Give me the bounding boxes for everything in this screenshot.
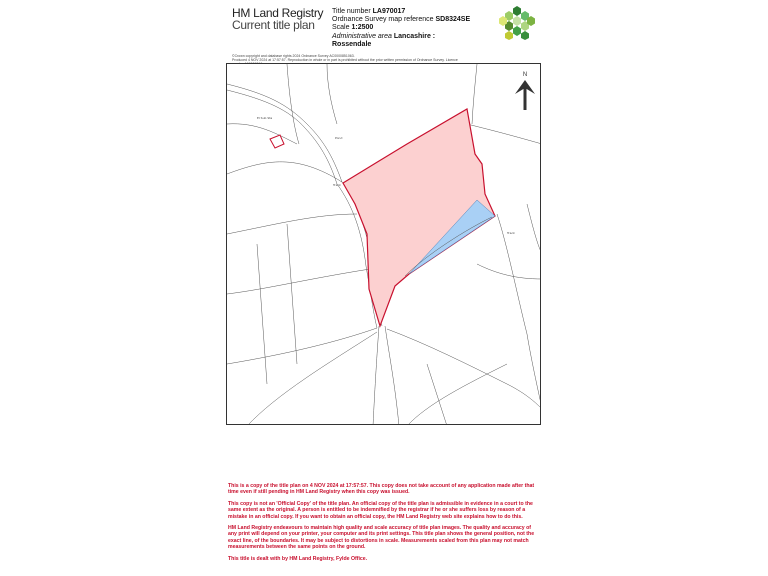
road-line: [227, 84, 342, 182]
disclaimer-paragraph-3: HM Land Registry endeavours to maintain high quality and scale accuracy of title plan images. The quality and accuracy of any print will depend on your printer, your computer and its print settings. This title plan shows the general position, not the exact line, of the boundaries. It may be subject to distortions in scale. Measurements scaled from this plan may not match measurements between the same points on the ground.: [228, 525, 535, 551]
scale-label: Scale: [332, 24, 350, 32]
map-label: Track: [507, 231, 515, 235]
field-boundary: [477, 264, 541, 279]
field-boundary: [227, 162, 342, 182]
disclaimer-text: [228, 483, 540, 567]
field-boundary: [527, 204, 541, 254]
field-boundary: [257, 244, 267, 384]
os-ref: SD8324SE: [435, 16, 471, 24]
field-boundary: [427, 364, 447, 425]
disclaimer-paragraph-1: This is a copy of the title plan on 4 NOV 2024 at 17:57:57. This copy does not take account of any application made after that time even if still pending in HM Land Registry when this copy was issued.: [228, 483, 535, 496]
admin-area-1: Lancashire :: [393, 32, 436, 40]
map-label: Track: [333, 183, 341, 187]
north-arrow: [512, 72, 538, 114]
brand-name: HM Land Registry: [232, 6, 324, 20]
hm-land-registry-logo-icon: [498, 4, 536, 42]
track-line: [385, 326, 399, 425]
field-boundary: [472, 64, 477, 124]
field-boundary: [227, 269, 370, 294]
admin-area-row-2: [332, 41, 470, 49]
field-boundary: [227, 328, 377, 364]
track-line: [373, 326, 379, 425]
title-number: LA970017: [372, 8, 406, 15]
os-ref-label: Ordnance Survey map reference: [332, 16, 434, 24]
admin-area-row: [332, 33, 470, 41]
map-svg: [227, 64, 541, 425]
copyright-line: ©Crown copyright and database rights 2024 Ordnance Survey AC0000851063.: [232, 54, 355, 58]
field-boundary: [497, 214, 541, 409]
field-boundary: [327, 64, 337, 124]
os-ref-row: [332, 16, 470, 24]
north-label: N: [522, 72, 528, 78]
small-parcel-outline: [270, 135, 284, 148]
field-boundary: [287, 224, 297, 364]
map-label: Pond: [335, 136, 343, 140]
field-boundary: [227, 124, 297, 144]
map-label: El Sub Sta: [257, 116, 273, 120]
header: [228, 0, 542, 56]
field-boundary: [407, 364, 507, 425]
admin-area-label: Administrative area: [332, 32, 392, 40]
title-plan-map: [226, 63, 541, 425]
title-number-label: Title number: [332, 8, 371, 15]
title-number-row: [332, 8, 470, 16]
scale-row: [332, 24, 470, 32]
field-boundary: [387, 329, 541, 409]
disclaimer-paragraph-2: This copy is not an 'Official Copy' of the title plan. An official copy of the title plan is admissible in evidence in a court to the same extent as the original. A person is entitled to be indemnified by the registrar if he or she suffers loss by reason of a mistake in an official copy. If you want to obtain an official copy, the HM Land Registry web site explains how to do this.: [228, 500, 533, 520]
field-boundary: [227, 214, 357, 234]
field-boundary: [287, 64, 299, 144]
north-arrow-icon: [512, 72, 538, 114]
field-boundary: [467, 124, 541, 144]
title-metadata: [332, 8, 470, 49]
scale: 1:2500: [351, 24, 374, 32]
disclaimer-paragraph-4: This title is dealt with by HM Land Registry, Fylde Office.: [228, 555, 368, 562]
production-line: Produced 4 NOV 2024 at 17:57:57. Reproduction in whole or in part is prohibited without the prior written permission of Ordnance Survey. Licence: [232, 58, 458, 63]
document-type: Current title plan: [232, 18, 315, 32]
admin-area-2: Rossendale: [332, 40, 372, 48]
